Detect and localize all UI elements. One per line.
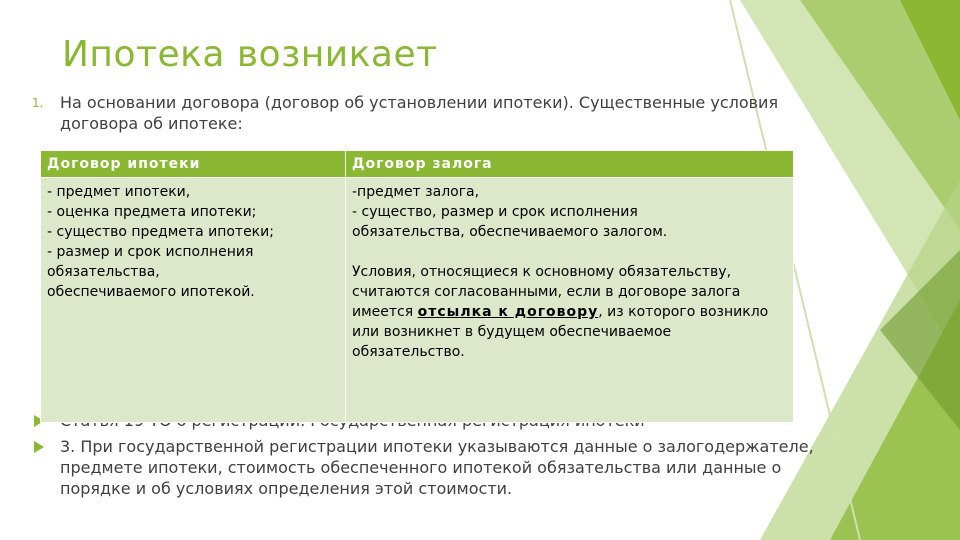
table-header-cell: Договор залога	[346, 151, 794, 178]
table-header-cell: Договор ипотеки	[41, 151, 346, 178]
cell-line: -предмет залога,	[352, 184, 480, 200]
item-number: 1.	[32, 96, 44, 110]
cell-line: обеспечиваемого ипотекой.	[47, 284, 255, 300]
slide-title: Ипотека возникает	[62, 34, 438, 75]
cell-line: обязательства,	[47, 264, 160, 280]
cell-text: , из которого возникло или возникнет в будущем обеспечиваемое обязательство.	[352, 304, 769, 360]
bullet-list	[32, 410, 822, 504]
cell-line: - предмет ипотеки,	[47, 184, 191, 200]
table-cell-pledge	[346, 178, 794, 423]
cell-line: - существо предмета ипотеки;	[47, 224, 274, 240]
cell-line: обязательства, обеспечиваемого залогом.	[352, 224, 668, 240]
table-cell-mortgage	[41, 178, 346, 423]
cell-paragraph	[352, 262, 787, 362]
contract-reference-link[interactable]: отсылка к договору	[417, 304, 599, 320]
cell-line: - размер и срок исполнения	[47, 244, 254, 260]
conditions-table	[40, 150, 794, 423]
cell-line: - существо, размер и срок исполнения	[352, 204, 638, 220]
cell-line: - оценка предмета ипотеки;	[47, 204, 257, 220]
bullet-arrow-icon	[34, 441, 44, 453]
bullet-item	[32, 436, 822, 499]
cell-text: Условия, относящиеся к основному обязательству, считаются согласованными, если в договоре залога имеется	[352, 264, 741, 320]
cell-spacer	[352, 242, 787, 262]
table-row	[41, 178, 794, 423]
table-header-row	[41, 151, 794, 178]
bullet-text: 3. При государственной регистрации ипотеки указываются данные о залогодержателе, предмете ипотеки, стоимость обеспеченного ипотекой обязательства или данные о порядке и об условиях определения этой стоимости.	[60, 437, 814, 498]
numbered-item-1	[32, 92, 832, 134]
item-text: На основании договора (договор об установлении ипотеки). Существенные условия договора об ипотеке:	[60, 93, 779, 133]
